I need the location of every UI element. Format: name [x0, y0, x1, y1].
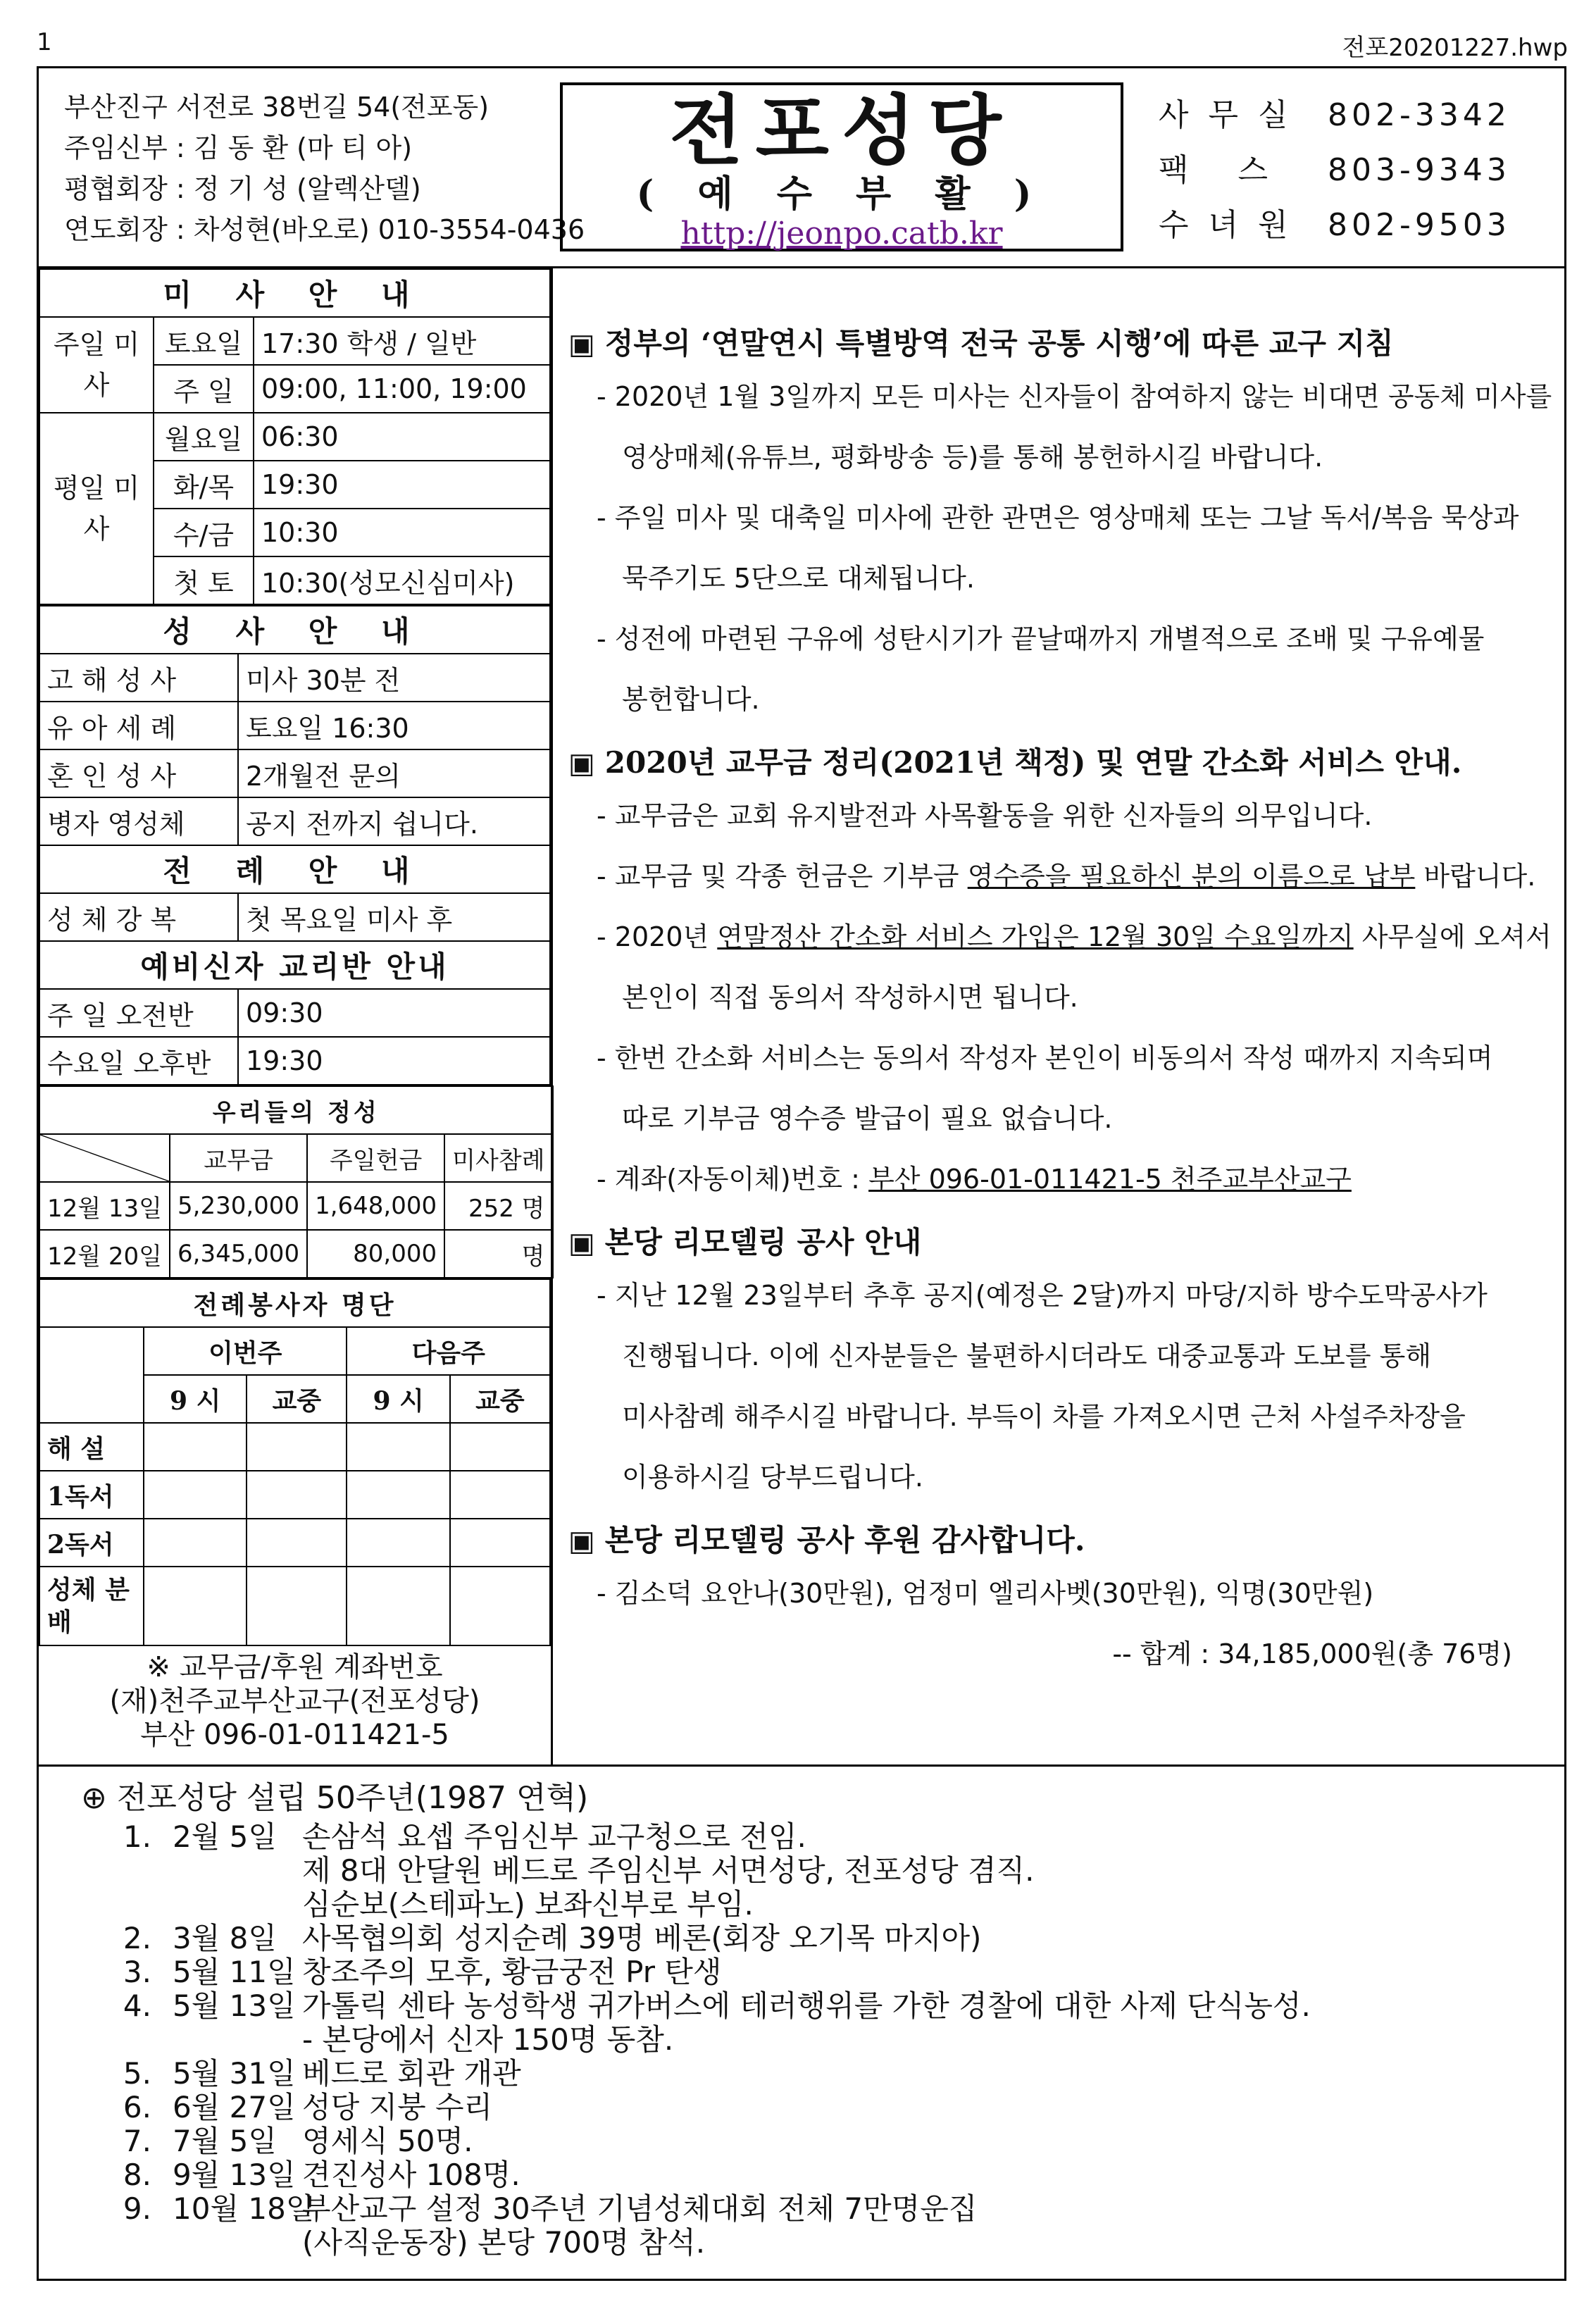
phone-row: 수녀원 802-9503	[1159, 207, 1511, 243]
offering-corner-cell	[39, 1134, 170, 1182]
notice-heading: ▣ 2020년 교무금 정리(2021년 책정) 및 연말 간소화 서비스 안내.	[568, 745, 1462, 780]
notice-line: - 2020년 1월 3일까지 모든 미사는 신자들이 참여하지 않는 비대면 공동체 미사를	[597, 381, 1552, 412]
phone-list	[1159, 88, 1511, 253]
history-item: - 본당에서 신자 150명 동참.	[302, 2022, 674, 2057]
weekday-mass-label: 평일 미사	[39, 413, 154, 604]
offering-table: 우리들의 정성 교무금 주일헌금 미사참례 12월 13일 5,230,000 1,648,000 252 명 12월 20일 6,345,000 80,000 명	[39, 1085, 554, 1278]
history-item: 7. 7월 5일 영세식 50명.	[123, 2124, 473, 2158]
notice-column	[553, 268, 1564, 1765]
notice-line: - 김소덕 요안나(30만원), 엄정미 엘리사벳(30만원), 익명(30만원)	[597, 1578, 1374, 1609]
sunday-mass-label: 주일 미사	[39, 317, 154, 413]
history-item: 5. 5월 31일 베드로 회관 개관	[123, 2056, 521, 2091]
district-line: 연도회장 : 차성현(바오로) 010-3554-0436	[64, 214, 585, 245]
phone-row: 팩 스 803-9343	[1159, 152, 1511, 188]
notice-line: 이용하시길 당부드립니다.	[622, 1462, 923, 1493]
history-section	[39, 1765, 1564, 2283]
history-title: ⊕ 전포성당 설립 50주년(1987 연혁)	[81, 1780, 589, 1816]
notice-line: - 성전에 마련된 구유에 성탄시기가 끝날때까지 개별적으로 조배 및 구유예물	[597, 623, 1485, 654]
history-item: 9. 10월 18일 부산교구 설정 30주년 기념성체대회 전체 7만명운집	[123, 2191, 978, 2226]
left-column	[39, 268, 553, 1765]
donation-total: -- 합계 : 34,185,000원(총 76명)	[1112, 1638, 1512, 1669]
parish-info	[64, 87, 585, 250]
notice-line: 본인이 직접 동의서 작성하시면 됩니다.	[622, 982, 1078, 1013]
notice-line: 진행됩니다. 이에 신자분들은 불편하시더라도 대중교통과 도보를 통해	[622, 1340, 1432, 1371]
square-bullet-icon: ▣	[568, 328, 595, 361]
offering-heading: 우리들의 정성	[39, 1086, 553, 1134]
diagonal-line	[40, 1135, 169, 1181]
notice-line: 미사참례 해주시길 바랍니다. 부득이 차를 가져오시면 근처 사설주차장을	[622, 1401, 1466, 1432]
notice-heading: ▣ 정부의 ‘연말연시 특별방역 전국 공통 시행’에 따른 교구 지침	[568, 326, 1394, 361]
notice-line: 영상매체(유튜브, 평화방송 등)를 통해 봉헌하시길 바랍니다.	[622, 442, 1323, 473]
history-item: 3. 5월 11일 창조주의 모후, 황금궁전 Pr 탄생	[123, 1955, 722, 1989]
notice-line: - 주일 미사 및 대축일 미사에 관한 관면은 영상매체 또는 그날 독서/복음 묵상과	[597, 502, 1519, 533]
history-item: (사직운동장) 본당 700명 참석.	[302, 2225, 706, 2260]
address-line: 부산진구 서전로 38번길 54(전포동)	[64, 92, 490, 123]
account-box: ※ 교무금/후원 계좌번호 (재)천주교부산교구(전포성당) 부산 096-01-011421-5	[109, 1651, 480, 1751]
notice-line: - 교무금 및 각종 헌금은 기부금 영수증을 필요하신 분의 이름으로 납부 바랍니다.	[597, 861, 1536, 892]
bulletin-frame	[37, 66, 1566, 2281]
history-item: 1. 2월 5일 손삼석 요셉 주임신부 교구청으로 전임.	[123, 1819, 806, 1854]
sacrament-heading: 성 사 안 내	[39, 606, 550, 654]
table-row: 12월 20일 6,345,000 80,000 명	[39, 1230, 553, 1278]
title-box	[560, 82, 1123, 251]
notice-list	[568, 322, 1554, 1624]
council-line: 평협회장 : 정 기 성 (알렉산델)	[64, 173, 421, 204]
notice-heading: ▣ 본당 리모델링 공사 후원 감사합니다.	[568, 1523, 1085, 1557]
parish-title: 전포성당	[669, 87, 1014, 175]
notice-line: 따로 기부금 영수증 발급이 필요 없습니다.	[622, 1103, 1113, 1134]
phone-row: 사무실 802-3342	[1159, 97, 1511, 133]
mass-heading: 미 사 안 내	[39, 269, 550, 317]
bulletin-header	[39, 68, 1564, 268]
mass-table: 미 사 안 내 주일 미사 토요일 17:30 학생 / 일반 주 일 09:00, 11:00, 19:00 평일 미사 월요일 06:30 화/목 19:30 수/금 10:30 첫 토 10:30(성모신심미사)	[39, 268, 551, 605]
history-item: 2. 3월 8일 사목협의회 성지순례 39명 베론(회장 오기목 마지아)	[123, 1921, 982, 1955]
notice-line: - 지난 12월 23일부터 추후 공지(예정은 2달)까지 마당/지하 방수도막공사가	[597, 1280, 1488, 1311]
square-bullet-icon: ▣	[568, 1226, 595, 1259]
history-list	[95, 1820, 1311, 2260]
history-item: 8. 9월 13일 견진성사 108명.	[123, 2158, 520, 2192]
notice-line: 묵주기도 5단으로 대체됩니다.	[622, 563, 975, 594]
liturgical-subtitle: ( 예 수 부 활 )	[636, 173, 1047, 216]
square-bullet-icon: ▣	[568, 747, 595, 780]
notice-line: - 2020년 연말정산 간소화 서비스 가입은 12월 30일 수요일까지 사무실에 오셔서	[597, 921, 1552, 952]
file-name: 전포20201227.hwp	[1342, 34, 1568, 62]
square-bullet-icon: ▣	[568, 1524, 595, 1557]
notice-heading: ▣ 본당 리모델링 공사 안내	[568, 1225, 922, 1259]
notice-line: - 교무금은 교회 유지발전과 사목활동을 위한 신자들의 의무입니다.	[597, 800, 1373, 831]
server-table: 전례봉사자 명단 이번주 다음주 9 시 교중 9 시 교중 해 설 1독서 2독서 성체 분배	[39, 1278, 551, 1646]
history-item: 6. 6월 27일 성당 지붕 수리	[123, 2090, 493, 2124]
pastor-line: 주임신부 : 김 동 환 (마 티 아)	[64, 132, 413, 163]
history-item: 심순보(스테파노) 보좌신부로 부임.	[302, 1887, 754, 1922]
liturgy-heading: 전 례 안 내	[39, 845, 550, 893]
notice-line: 봉헌합니다.	[622, 684, 760, 715]
parish-url-link[interactable]: http://jeonpo.catb.kr	[680, 216, 1003, 251]
page-number: 1	[37, 28, 52, 56]
notice-line: - 계좌(자동이체)번호 : 부산 096-01-011421-5 천주교부산교구	[597, 1164, 1352, 1195]
table-row: 12월 13일 5,230,000 1,648,000 252 명	[39, 1182, 553, 1230]
history-item: 4. 5월 13일 가톨릭 센타 농성학생 귀가버스에 테러행위를 가한 경찰에 대한 사제 단식농성.	[123, 1989, 1311, 2023]
history-item: 제 8대 안달원 베드로 주임신부 서면성당, 전포성당 겸직.	[302, 1853, 1035, 1888]
sacrament-table: 성 사 안 내 고 해 성 사 미사 30분 전 유 아 세 례 토요일 16:30 혼 인 성 사 2개월전 문의 병자 영성체 공지 전까지 쉽니다. 전 례 안 내 성 체 강 복 첫 목요일 미사 후 예비신자 교리반 안내 주 일 오전반 09:30 수요일 오후반 19:30	[39, 605, 551, 1085]
server-heading: 전례봉사자 명단	[39, 1279, 550, 1327]
catechism-heading: 예비신자 교리반 안내	[39, 941, 550, 989]
notice-line: - 한번 간소화 서비스는 동의서 작성자 본인이 비동의서 작성 때까지 지속되며	[597, 1043, 1493, 1073]
